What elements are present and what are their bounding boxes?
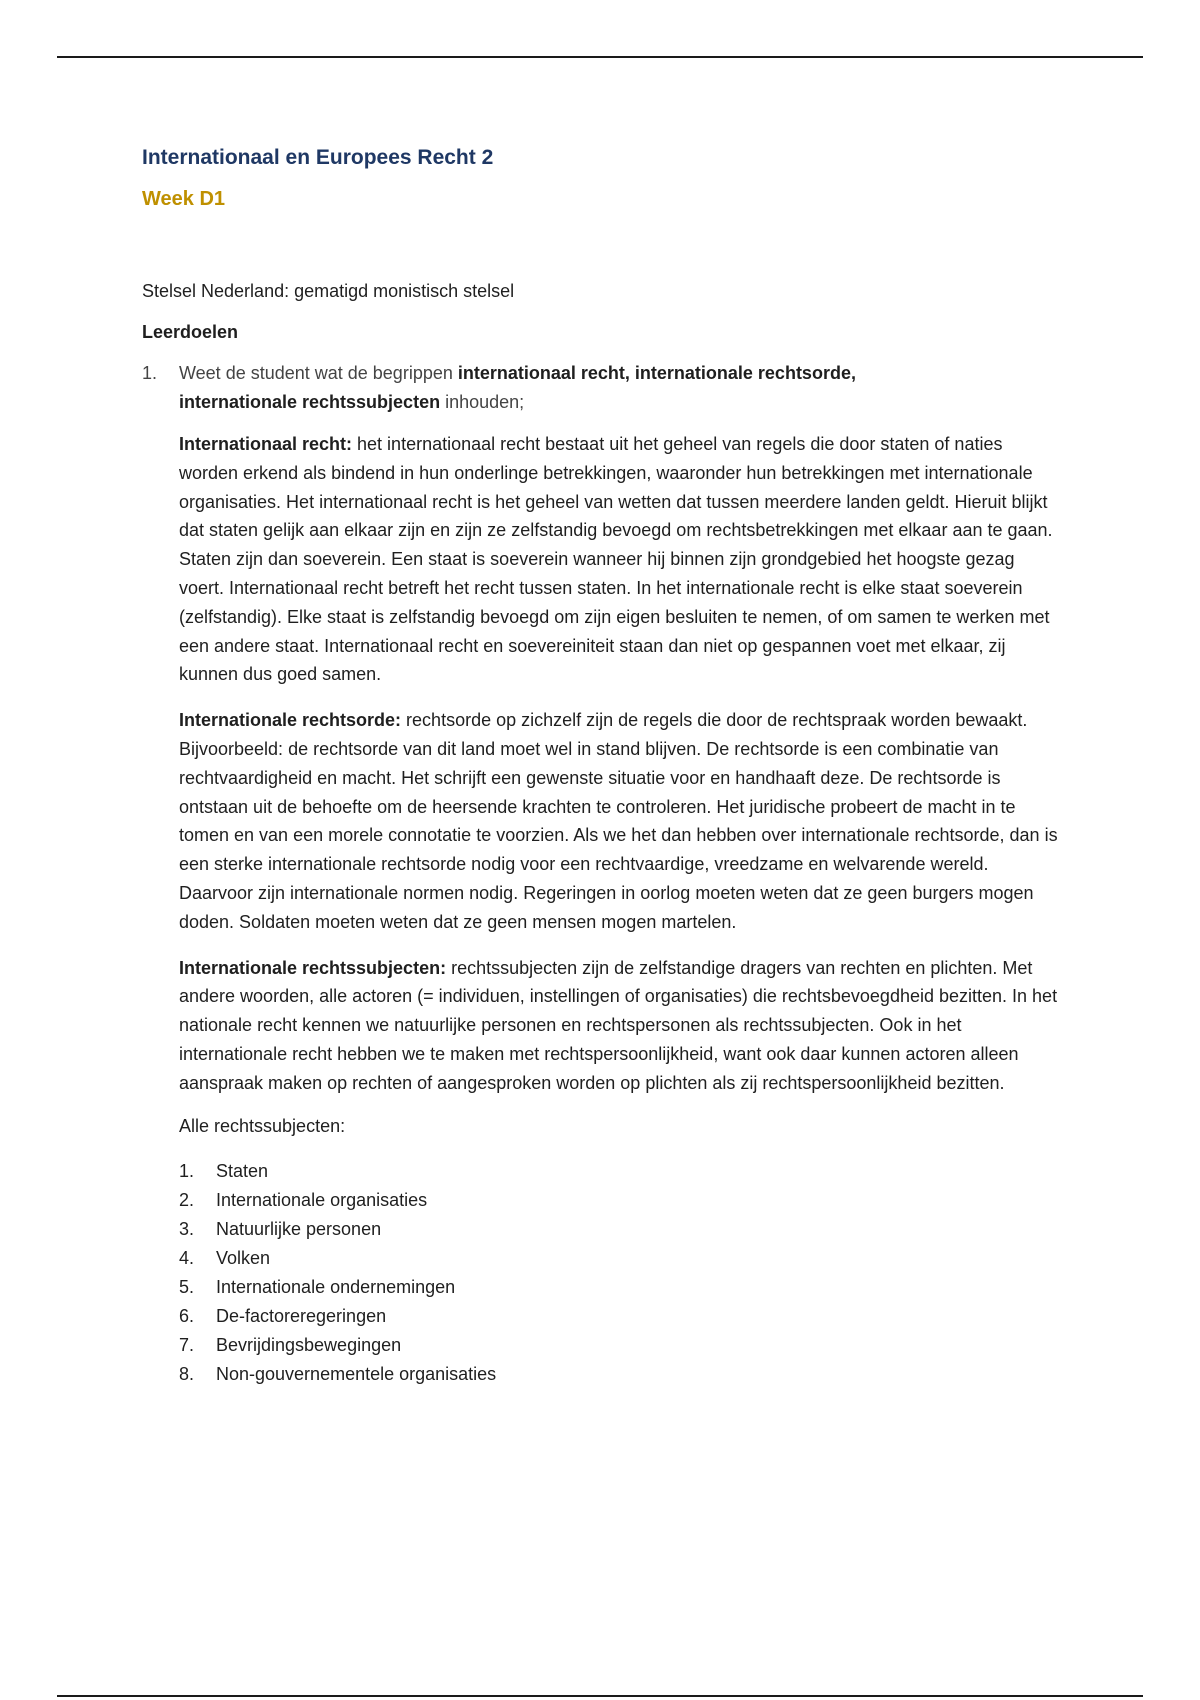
list-item (179, 1215, 1062, 1244)
list-item (179, 1244, 1062, 1273)
document-page (142, 140, 1062, 1389)
list-item (179, 1360, 1062, 1389)
paragraph-text: het internationaal recht bestaat uit het geheel van regels die door staten of naties worden erkend als bindend in hun onderlinge betrekkingen, waaronder hun betrekkingen met internationale organisaties. Het internationaal recht is het geheel van wetten dat tussen meerdere landen geldt. Hieruit blijkt dat staten gelijk aan elkaar zijn en zijn ze zelfstandig bevoegd om rechtsbetrekkingen met elkaar aan te gaan. Staten zijn dan soeverein. Een staat is soeverein wanneer hij binnen zijn grondgebied het hoogste gezag voert. Internationaal recht betreft het recht tussen staten. In het internationale recht is elke staat soeverein (zelfstandig). Elke staat is zelfstandig bevoegd om zijn eigen besluiten te nemen, of om samen te werken met een andere staat. Internationaal recht en soevereiniteit staan dan niet op gespannen voet met elkaar, zij kunnen dus goed samen. (179, 434, 1053, 685)
list-item (179, 1273, 1062, 1302)
list-number: 3. (179, 1219, 195, 1240)
paragraph-rechtsorde (179, 706, 1062, 936)
all-subjects-label: Alle rechtssubjecten: (179, 1115, 346, 1136)
list-label: Bevrijdingsbewegingen (216, 1335, 402, 1356)
list-item (179, 1186, 1062, 1215)
list-label: Internationale ondernemingen (216, 1277, 456, 1298)
list-item (179, 1157, 1062, 1186)
term-label: Internationale rechtsorde: (179, 710, 402, 731)
goal-bold-terms-2: internationale rechtssubjecten (179, 392, 441, 412)
list-label: Staten (216, 1161, 269, 1182)
explanation-block (179, 430, 1062, 1389)
paragraph-text: rechtsorde op zichzelf zijn de regels die door de rechtspraak worden bewaakt. Bijvoorbeeld: de rechtsorde van dit land moet wel in stand blijven. De rechtsorde is een combinatie van rechtvaardigheid en macht. Het schrijft een gewenste situatie voor en handhaaft deze. De rechtsorde is ontstaan uit de behoefte om de heersende krachten te controleren. Het juridische probeert de macht in te tomen en van een morele connotatie te voorzien. Als we het dan hebben over internationale rechtsorde, dan is een sterke internationale rechtsorde nodig voor een rechtvaardige, vreedzame en welvarende wereld. Daarvoor zijn internationale normen nodig. Regeringen in oorlog moeten weten dat ze geen burgers mogen doden. Soldaten moeten weten dat ze geen mensen mogen martelen. (179, 710, 1058, 932)
list-number: 7. (179, 1335, 195, 1356)
document-title: Internationaal en Europees Recht 2 (142, 146, 494, 169)
paragraph-text: rechtssubjecten zijn de zelfstandige dragers van rechten en plichten. Met andere woorden, alle actoren (= individuen, instellingen of organisaties) die rechtsbevoegdheid bezitten. In het nationale recht kennen we natuurlijke personen en rechtspersonen als rechtssubjecten. Ook in het internationale recht hebben we te maken met rechtspersoonlijkheid, want ook daar kunnen actoren alleen aanspraak maken op rechten of aangesproken worden op plichten als zij rechtspersoonlijkheid bezitten. (179, 957, 1058, 1093)
term-label: Internationale rechtssubjecten: (179, 957, 447, 978)
goal-1 (142, 359, 1062, 417)
goal-text-end: inhouden; (440, 392, 525, 412)
term-label: Internationaal recht: (179, 434, 353, 454)
list-number: 1. (179, 1161, 195, 1182)
list-item (179, 1331, 1062, 1360)
list-number: 5. (179, 1277, 195, 1298)
list-number: 2. (179, 1190, 195, 1211)
bottom-rule (57, 1695, 1143, 1697)
list-number: 6. (179, 1306, 195, 1327)
list-label: Internationale organisaties (216, 1190, 428, 1211)
list-label: De-factoreregeringen (216, 1306, 387, 1327)
list-label: Non-gouvernementele organisaties (216, 1364, 497, 1385)
goal-text-start: Weet de student wat de begrippen (179, 363, 458, 383)
list-label: Natuurlijke personen (216, 1219, 382, 1240)
week-subtitle: Week D1 (142, 188, 226, 210)
subjects-list (179, 1157, 1062, 1389)
list-label: Volken (216, 1248, 271, 1269)
list-item (179, 1302, 1062, 1331)
system-line: Stelsel Nederland: gematigd monistisch stelsel (142, 281, 515, 301)
top-rule (57, 56, 1143, 58)
paragraph-rechtssubjecten (179, 954, 1062, 1098)
list-number: 8. (179, 1364, 195, 1385)
goals-heading: Leerdoelen (142, 322, 239, 342)
list-number: 4. (179, 1248, 195, 1269)
goal-number: 1. (142, 363, 158, 383)
goal-bold-terms-1: internationaal recht, internationale rechtsorde, (457, 363, 856, 383)
paragraph-internationaal-recht (179, 430, 1062, 689)
